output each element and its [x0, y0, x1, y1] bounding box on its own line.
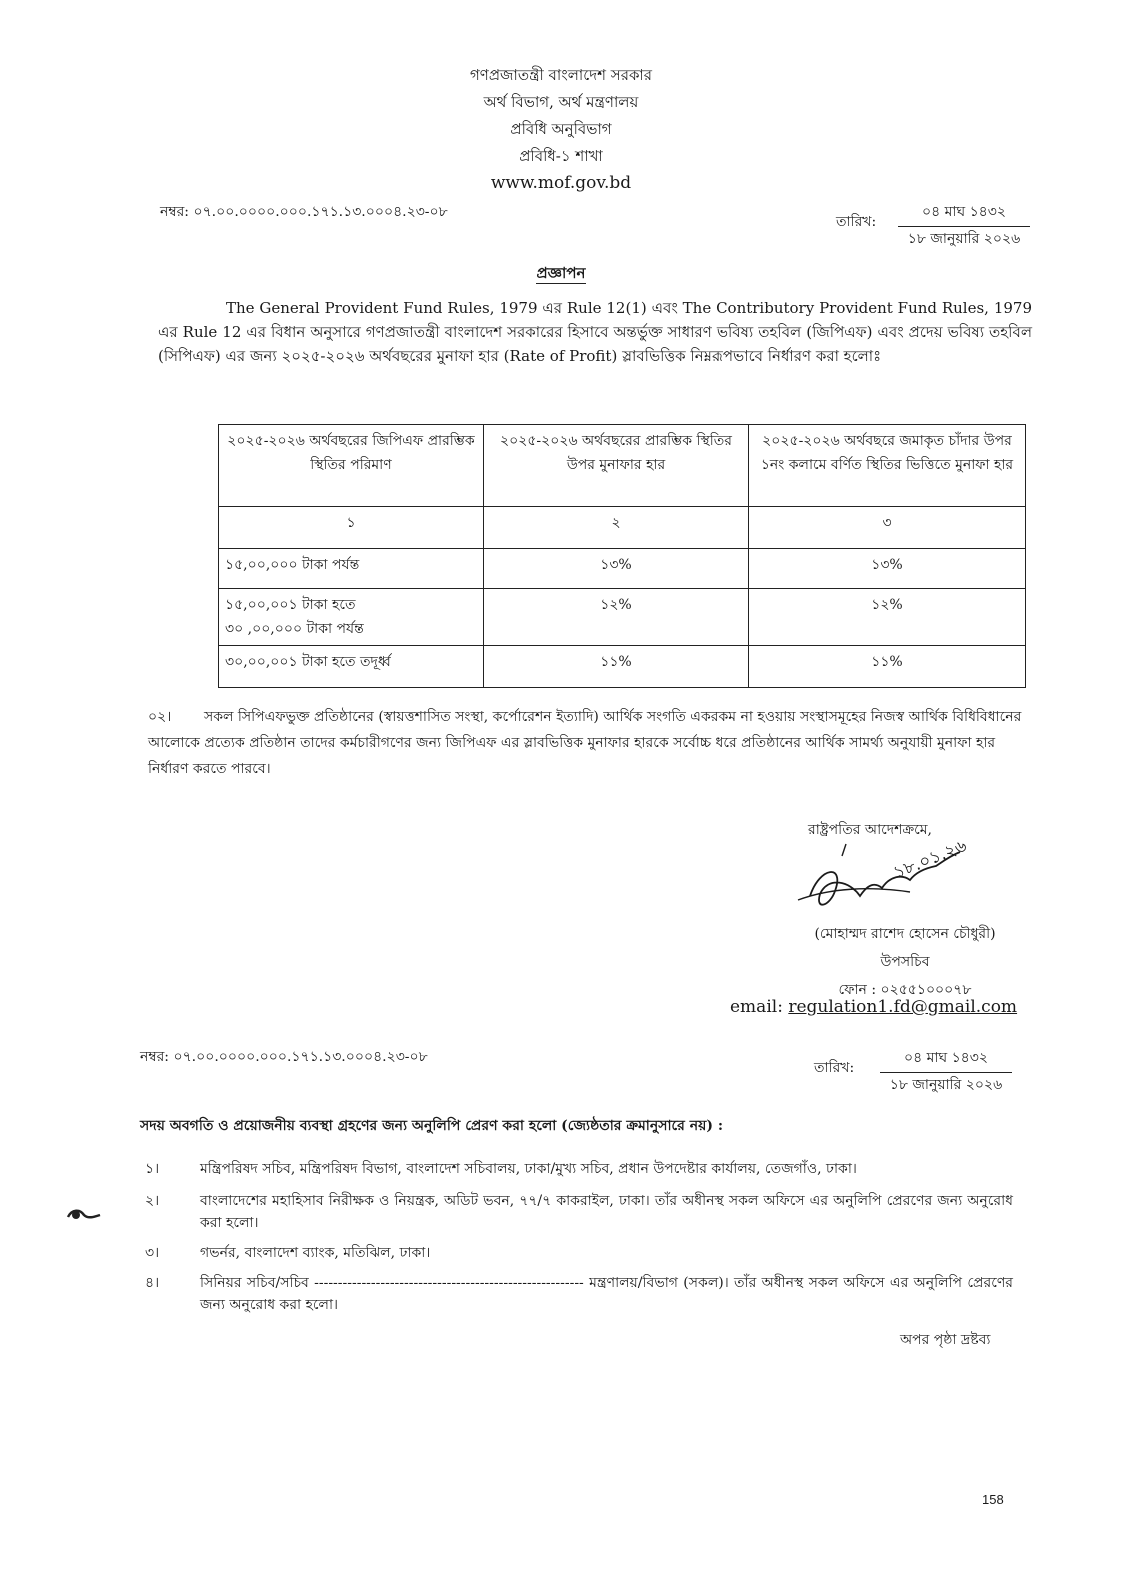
ministry-name: অর্থ বিভাগ, অর্থ মন্ত্রণালয়	[483, 93, 639, 111]
date-label: তারিখ:	[836, 214, 877, 230]
presidential-order: রাষ্ট্রপতির আদেশক্রমে,	[808, 822, 932, 838]
copy-memo-number: নম্বর: ০৭.০০.০০০০.০০০.১৭১.১৩.০০০৪.২৩-০৮	[140, 1049, 428, 1065]
rate-contribution-cell: ১২%	[749, 589, 1026, 646]
date-block	[898, 200, 1030, 251]
list-item	[145, 1190, 1013, 1234]
signatory-name: (মোহাম্মদ রাশেদ হোসেন চৌধুরী)	[814, 926, 996, 942]
column-number: ১	[219, 507, 484, 549]
slab-cell	[219, 646, 484, 688]
copy-heading: সদয় অবগতি ও প্রয়োজনীয় ব্যবস্থা গ্রহণের জন্য অনুলিপি প্রেরণ করা হলো (জ্যেষ্ঠতার ক্রমানুসারে নয়) :	[140, 1118, 724, 1134]
website[interactable]: www.mof.gov.bd	[490, 173, 632, 193]
paragraph-2	[148, 704, 1032, 782]
list-item	[145, 1272, 1013, 1316]
header-cell: ২০২৫-২০২৬ অর্থবছরে জমাকৃত চাঁদার উপর ১নং কলামে বর্ণিত স্থিতির ভিত্তিতে মুনাফা হার	[749, 425, 1026, 507]
list-item	[145, 1242, 1013, 1264]
rate-opening-cell: ১১%	[484, 646, 749, 688]
rate-opening-cell: ১৩%	[484, 549, 749, 589]
rate-opening-cell: ১২%	[484, 589, 749, 646]
paragraph-number: ০২।	[148, 709, 172, 725]
slab-cell	[219, 589, 484, 646]
rate-contribution-cell: ১১%	[749, 646, 1026, 688]
title-text: প্রজ্ঞাপন	[536, 264, 586, 282]
intro-paragraph: The General Provident Fund Rules, 1979 এর Rule 12(1) এবং The Contributory Provident Fund Rules, 1979 এর Rule 12 এর বিধান অনুসারে গণপ্রজাতন্ত্রী বাংলাদেশ সরকারের হিসাবে অন্তর্ভুক্ত সাধারণ ভবিষ্য তহবিল (জিপিএফ) এবং প্রদেয় ভবিষ্য তহবিল (সিপিএফ) এর জন্য ২০২৫-২০২৬ অর্থবছরের মুনাফা হার (Rate of Profit) স্লাবভিত্তিক নিম্নরূপভাবে নির্ধারণ করা হলোঃ	[158, 299, 1032, 365]
page-number: 158	[982, 1492, 1004, 1507]
email-line	[730, 997, 1017, 1017]
branch-name: প্রবিধি-১ শাখা	[519, 147, 603, 165]
table-header-row	[219, 425, 1026, 507]
signed-date: ১৮.০১.২৬	[890, 835, 970, 884]
paragraph-text: সকল সিপিএফভুক্ত প্রতিষ্ঠানের (স্বায়ত্তশাসিত সংস্থা, কর্পোরেশন ইত্যাদি) আর্থিক সংগতি একরকম না হওয়ায় সংস্থাসমূহের নিজস্ব আর্থিক বিধিবিধানের আলোকে প্রত্যেক প্রতিষ্ঠান তাদের কর্মচারীগণের জন্য জিপিএফ এর স্লাবভিত্তিক মুনাফার হারকে সর্বোচ্চ ধরে প্রতিষ্ঠানের আর্থিক সামর্থ্য অনুযায়ী মুনাফা হার নির্ধারণ করতে পারবে।	[148, 709, 1022, 777]
copy-date-block	[880, 1046, 1012, 1097]
letterhead	[0, 62, 1122, 197]
signatory-designation: উপসচিব	[880, 954, 930, 970]
table-row	[219, 646, 1026, 688]
copies-list	[145, 1158, 1013, 1316]
column-number: ৩	[749, 507, 1026, 549]
copy-text: গভর্নর, বাংলাদেশ ব্যাংক, মতিঝিল, ঢাকা।	[200, 1245, 431, 1261]
wing-name: প্রবিধি অনুবিভাগ	[510, 120, 612, 138]
notification-title	[0, 262, 1122, 287]
copy-text: সিনিয়র সচিব/সচিব --------------------------------------------------------- মন্ত্রণালয়/বিভাগ (সকল)। তাঁর অধীনস্থ সকল অফিসে এর অনুলিপি প্রেরণের জন্য অনুরোধ করা হলো।	[200, 1275, 1013, 1313]
table-row	[219, 589, 1026, 646]
slab-text: ৩০ ,০০,০০০ টাকা পর্যন্ত	[225, 621, 364, 637]
slab-text: ৩০,০০,০০১ টাকা হতে তদূর্ধ্ব	[225, 654, 391, 670]
rate-contribution-cell: ১৩%	[749, 549, 1026, 589]
column-number: ২	[484, 507, 749, 549]
slab-cell	[219, 549, 484, 589]
copy-number: ২।	[145, 1193, 160, 1209]
header-cell: ২০২৫-২০২৬ অর্থবছরের জিপিএফ প্রারম্ভিক স্থিতির পরিমাণ	[219, 425, 484, 507]
copy-date-label: তারিখ:	[814, 1060, 855, 1076]
signatory-block	[760, 920, 1050, 1004]
header-cell: ২০২৫-২০২৬ অর্থবছরের প্রারম্ভিক স্থিতির উপর মুনাফার হার	[484, 425, 749, 507]
copy-text: বাংলাদেশের মহাহিসাব নিরীক্ষক ও নিয়ন্ত্রক, অডিট ভবন, ৭৭/৭ কাকরাইল, ঢাকা। তাঁর অধীনস্থ সকল অফিসে এর অনুলিপি প্রেরণের জন্য অনুরোধ করা হলো।	[200, 1193, 1013, 1231]
copy-text: মন্ত্রিপরিষদ সচিব, মন্ত্রিপরিষদ বিভাগ, বাংলাদেশ সচিবালয়, ঢাকা/মুখ্য সচিব, প্রধান উপদেষ্টার কার্যালয়, তেজগাঁও, ঢাকা।	[200, 1161, 857, 1177]
slab-text: ১৫,০০,০০০ টাকা পর্যন্ত	[225, 557, 360, 573]
signatory-phone: ফোন : ০২৫৫১০০০৭৮	[838, 982, 972, 998]
continued-note: অপর পৃষ্ঠা দ্রষ্টব্য	[900, 1332, 991, 1348]
date-bangla: ০৪ মাঘ ১৪৩২	[898, 200, 1030, 227]
list-item	[145, 1158, 1013, 1180]
table-row	[219, 549, 1026, 589]
ink-mark	[64, 1203, 104, 1231]
copy-date-english: ১৮ জানুয়ারি ২০২৬	[889, 1077, 1003, 1093]
column-number-row	[219, 507, 1026, 549]
copy-number: ১।	[145, 1161, 160, 1177]
email-label: email:	[730, 997, 783, 1017]
slab-text: ১৫,০০,০০১ টাকা হতে	[225, 597, 356, 613]
copy-number: ৩।	[145, 1245, 160, 1261]
copy-number: ৪।	[145, 1275, 160, 1291]
government-name: গণপ্রজাতন্ত্রী বাংলাদেশ সরকার	[469, 66, 653, 84]
date-english: ১৮ জানুয়ারি ২০২৬	[907, 231, 1021, 247]
profit-rate-table	[218, 424, 1026, 688]
ink-blot-icon	[64, 1203, 104, 1227]
memo-number: নম্বর: ০৭.০০.০০০০.০০০.১৭১.১৩.০০০৪.২৩-০৮	[160, 204, 448, 220]
copy-date-bangla: ০৪ মাঘ ১৪৩২	[880, 1046, 1012, 1073]
email-link[interactable]: regulation1.fd@gmail.com	[788, 997, 1018, 1017]
